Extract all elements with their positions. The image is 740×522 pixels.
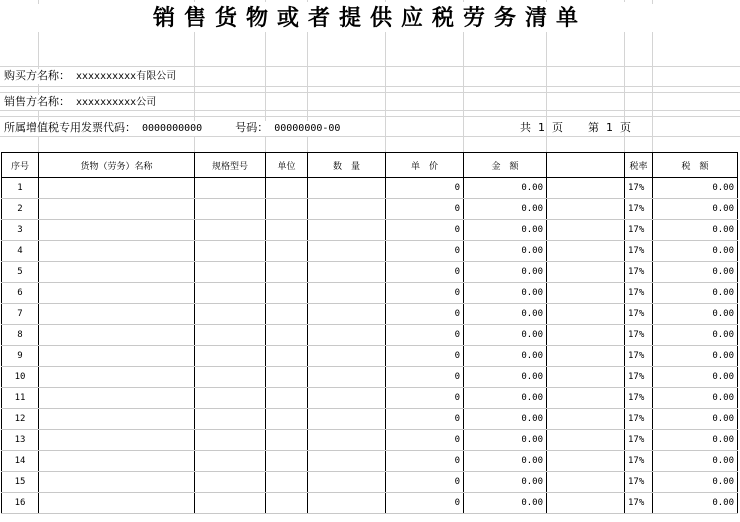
cell-qty — [308, 241, 386, 262]
table-row — [2, 388, 738, 409]
header-amount: 金 额 — [464, 153, 547, 178]
header-name: 货物（劳务）名称 — [39, 153, 195, 178]
table-row — [2, 430, 738, 451]
cell-qty — [308, 304, 386, 325]
table-body — [2, 178, 738, 514]
cell-qty — [308, 367, 386, 388]
goods-list-table — [1, 152, 738, 514]
cell-rate: 17% — [625, 199, 653, 220]
cell-blank — [547, 451, 625, 472]
total-pages: 1 — [538, 121, 545, 134]
total-prefix: 共 — [520, 121, 531, 134]
buyer-label: 购买方名称： — [4, 69, 70, 82]
cell-rate: 17% — [625, 325, 653, 346]
cell-qty — [308, 493, 386, 514]
cell-amount: 0.00 — [464, 409, 547, 430]
cell-spec — [195, 241, 266, 262]
cell-blank — [547, 388, 625, 409]
grid-row-line — [0, 110, 740, 111]
invoice-line — [4, 121, 344, 136]
seller-line — [4, 95, 160, 110]
cell-no: 13 — [2, 430, 39, 451]
cell-tax: 0.00 — [653, 220, 738, 241]
cell-spec — [195, 430, 266, 451]
current-prefix: 第 — [588, 121, 599, 134]
cell-blank — [547, 325, 625, 346]
cell-tax: 0.00 — [653, 304, 738, 325]
table-row — [2, 472, 738, 493]
cell-no: 2 — [2, 199, 39, 220]
cell-name — [39, 430, 195, 451]
cell-amount: 0.00 — [464, 325, 547, 346]
cell-amount: 0.00 — [464, 220, 547, 241]
cell-tax: 0.00 — [653, 430, 738, 451]
cell-rate: 17% — [625, 178, 653, 199]
cell-spec — [195, 199, 266, 220]
cell-qty — [308, 178, 386, 199]
cell-blank — [547, 493, 625, 514]
cell-price: 0 — [386, 283, 464, 304]
cell-no: 12 — [2, 409, 39, 430]
cell-name — [39, 304, 195, 325]
cell-qty — [308, 472, 386, 493]
cell-spec — [195, 451, 266, 472]
cell-unit — [266, 409, 308, 430]
cell-qty — [308, 262, 386, 283]
cell-amount: 0.00 — [464, 199, 547, 220]
cell-qty — [308, 283, 386, 304]
cell-no: 9 — [2, 346, 39, 367]
cell-no: 6 — [2, 283, 39, 304]
cell-rate: 17% — [625, 241, 653, 262]
cell-blank — [547, 346, 625, 367]
cell-amount: 0.00 — [464, 283, 547, 304]
document-title: 销售货物或者提供应税劳务清单 — [0, 4, 740, 32]
cell-rate: 17% — [625, 409, 653, 430]
cell-tax: 0.00 — [653, 262, 738, 283]
cell-amount: 0.00 — [464, 472, 547, 493]
cell-qty — [308, 430, 386, 451]
table-row — [2, 304, 738, 325]
cell-price: 0 — [386, 430, 464, 451]
cell-no: 4 — [2, 241, 39, 262]
cell-qty — [308, 220, 386, 241]
cell-qty — [308, 409, 386, 430]
cell-spec — [195, 472, 266, 493]
cell-price: 0 — [386, 199, 464, 220]
cell-spec — [195, 304, 266, 325]
cell-blank — [547, 220, 625, 241]
cell-amount: 0.00 — [464, 493, 547, 514]
cell-name — [39, 199, 195, 220]
cell-price: 0 — [386, 388, 464, 409]
header-qty: 数 量 — [308, 153, 386, 178]
grid-row-line — [0, 66, 740, 67]
cell-blank — [547, 178, 625, 199]
seller-value: xxxxxxxxxx公司 — [76, 97, 157, 108]
cell-unit — [266, 451, 308, 472]
cell-no: 15 — [2, 472, 39, 493]
cell-tax: 0.00 — [653, 493, 738, 514]
table-row — [2, 451, 738, 472]
table-row — [2, 493, 738, 514]
table-row — [2, 178, 738, 199]
cell-price: 0 — [386, 451, 464, 472]
page-word-2: 页 — [620, 121, 631, 134]
cell-rate: 17% — [625, 493, 653, 514]
cell-name — [39, 346, 195, 367]
table-row — [2, 262, 738, 283]
cell-name — [39, 220, 195, 241]
cell-name — [39, 325, 195, 346]
table-row — [2, 346, 738, 367]
cell-name — [39, 493, 195, 514]
header-spec: 规格型号 — [195, 153, 266, 178]
cell-no: 8 — [2, 325, 39, 346]
table-row — [2, 199, 738, 220]
cell-unit — [266, 283, 308, 304]
cell-blank — [547, 472, 625, 493]
cell-price: 0 — [386, 304, 464, 325]
cell-price: 0 — [386, 220, 464, 241]
cell-unit — [266, 325, 308, 346]
cell-no: 1 — [2, 178, 39, 199]
page-info — [520, 121, 631, 135]
invoice-number-label: 号码： — [235, 121, 269, 134]
cell-qty — [308, 199, 386, 220]
cell-unit — [266, 199, 308, 220]
cell-amount: 0.00 — [464, 388, 547, 409]
cell-qty — [308, 325, 386, 346]
cell-spec — [195, 367, 266, 388]
cell-amount: 0.00 — [464, 262, 547, 283]
cell-tax: 0.00 — [653, 199, 738, 220]
cell-price: 0 — [386, 325, 464, 346]
table-row — [2, 367, 738, 388]
cell-no: 3 — [2, 220, 39, 241]
cell-name — [39, 451, 195, 472]
cell-price: 0 — [386, 367, 464, 388]
cell-unit — [266, 472, 308, 493]
invoice-number-value: 00000000-00 — [274, 123, 341, 134]
cell-blank — [547, 199, 625, 220]
cell-amount: 0.00 — [464, 451, 547, 472]
cell-name — [39, 178, 195, 199]
buyer-line — [4, 69, 180, 84]
cell-price: 0 — [386, 241, 464, 262]
cell-tax: 0.00 — [653, 388, 738, 409]
cell-unit — [266, 241, 308, 262]
cell-name — [39, 367, 195, 388]
cell-spec — [195, 178, 266, 199]
cell-tax: 0.00 — [653, 346, 738, 367]
cell-amount: 0.00 — [464, 367, 547, 388]
cell-rate: 17% — [625, 283, 653, 304]
cell-amount: 0.00 — [464, 178, 547, 199]
cell-rate: 17% — [625, 220, 653, 241]
cell-name — [39, 241, 195, 262]
cell-spec — [195, 493, 266, 514]
cell-no: 14 — [2, 451, 39, 472]
cell-spec — [195, 346, 266, 367]
cell-no: 10 — [2, 367, 39, 388]
cell-name — [39, 388, 195, 409]
table-header-row — [2, 153, 738, 178]
cell-no: 5 — [2, 262, 39, 283]
grid-row-line — [0, 116, 740, 117]
cell-blank — [547, 430, 625, 451]
cell-amount: 0.00 — [464, 304, 547, 325]
grid-row-line — [0, 86, 740, 87]
cell-price: 0 — [386, 346, 464, 367]
cell-blank — [547, 304, 625, 325]
header-no: 序号 — [2, 153, 39, 178]
grid-row-line — [0, 92, 740, 93]
cell-rate: 17% — [625, 262, 653, 283]
cell-spec — [195, 325, 266, 346]
cell-amount: 0.00 — [464, 346, 547, 367]
cell-tax: 0.00 — [653, 283, 738, 304]
cell-name — [39, 283, 195, 304]
invoice-code-value: 0000000000 — [142, 123, 203, 134]
current-page: 1 — [606, 121, 613, 134]
header-rate: 税率 — [625, 153, 653, 178]
cell-tax: 0.00 — [653, 178, 738, 199]
cell-unit — [266, 220, 308, 241]
table-row — [2, 283, 738, 304]
page-word-1: 页 — [552, 121, 563, 134]
grid-row-line — [0, 136, 740, 137]
cell-tax: 0.00 — [653, 325, 738, 346]
cell-rate: 17% — [625, 388, 653, 409]
cell-spec — [195, 262, 266, 283]
header-unit: 单位 — [266, 153, 308, 178]
cell-unit — [266, 346, 308, 367]
cell-name — [39, 472, 195, 493]
cell-tax: 0.00 — [653, 409, 738, 430]
cell-qty — [308, 346, 386, 367]
header-price: 单 价 — [386, 153, 464, 178]
cell-spec — [195, 220, 266, 241]
cell-blank — [547, 283, 625, 304]
cell-price: 0 — [386, 409, 464, 430]
cell-rate: 17% — [625, 346, 653, 367]
table-row — [2, 325, 738, 346]
cell-spec — [195, 388, 266, 409]
cell-rate: 17% — [625, 451, 653, 472]
cell-amount: 0.00 — [464, 430, 547, 451]
cell-tax: 0.00 — [653, 241, 738, 262]
cell-unit — [266, 388, 308, 409]
cell-unit — [266, 178, 308, 199]
cell-blank — [547, 367, 625, 388]
cell-amount: 0.00 — [464, 241, 547, 262]
cell-rate: 17% — [625, 367, 653, 388]
header-blank — [547, 153, 625, 178]
invoice-code-label: 所属增值税专用发票代码： — [4, 121, 136, 134]
cell-tax: 0.00 — [653, 472, 738, 493]
cell-spec — [195, 409, 266, 430]
cell-spec — [195, 283, 266, 304]
cell-tax: 0.00 — [653, 451, 738, 472]
cell-rate: 17% — [625, 430, 653, 451]
cell-rate: 17% — [625, 304, 653, 325]
cell-unit — [266, 430, 308, 451]
table-row — [2, 220, 738, 241]
cell-price: 0 — [386, 262, 464, 283]
cell-unit — [266, 493, 308, 514]
cell-qty — [308, 388, 386, 409]
cell-no: 11 — [2, 388, 39, 409]
cell-blank — [547, 409, 625, 430]
cell-tax: 0.00 — [653, 367, 738, 388]
cell-unit — [266, 304, 308, 325]
table-row — [2, 241, 738, 262]
cell-name — [39, 262, 195, 283]
cell-no: 7 — [2, 304, 39, 325]
cell-price: 0 — [386, 178, 464, 199]
cell-name — [39, 409, 195, 430]
buyer-value: xxxxxxxxxx有限公司 — [76, 71, 177, 82]
table-row — [2, 409, 738, 430]
cell-price: 0 — [386, 472, 464, 493]
seller-label: 销售方名称： — [4, 95, 70, 108]
cell-qty — [308, 451, 386, 472]
cell-blank — [547, 241, 625, 262]
cell-no: 16 — [2, 493, 39, 514]
cell-unit — [266, 262, 308, 283]
cell-unit — [266, 367, 308, 388]
cell-price: 0 — [386, 493, 464, 514]
header-tax: 税 额 — [653, 153, 738, 178]
cell-rate: 17% — [625, 472, 653, 493]
cell-blank — [547, 262, 625, 283]
